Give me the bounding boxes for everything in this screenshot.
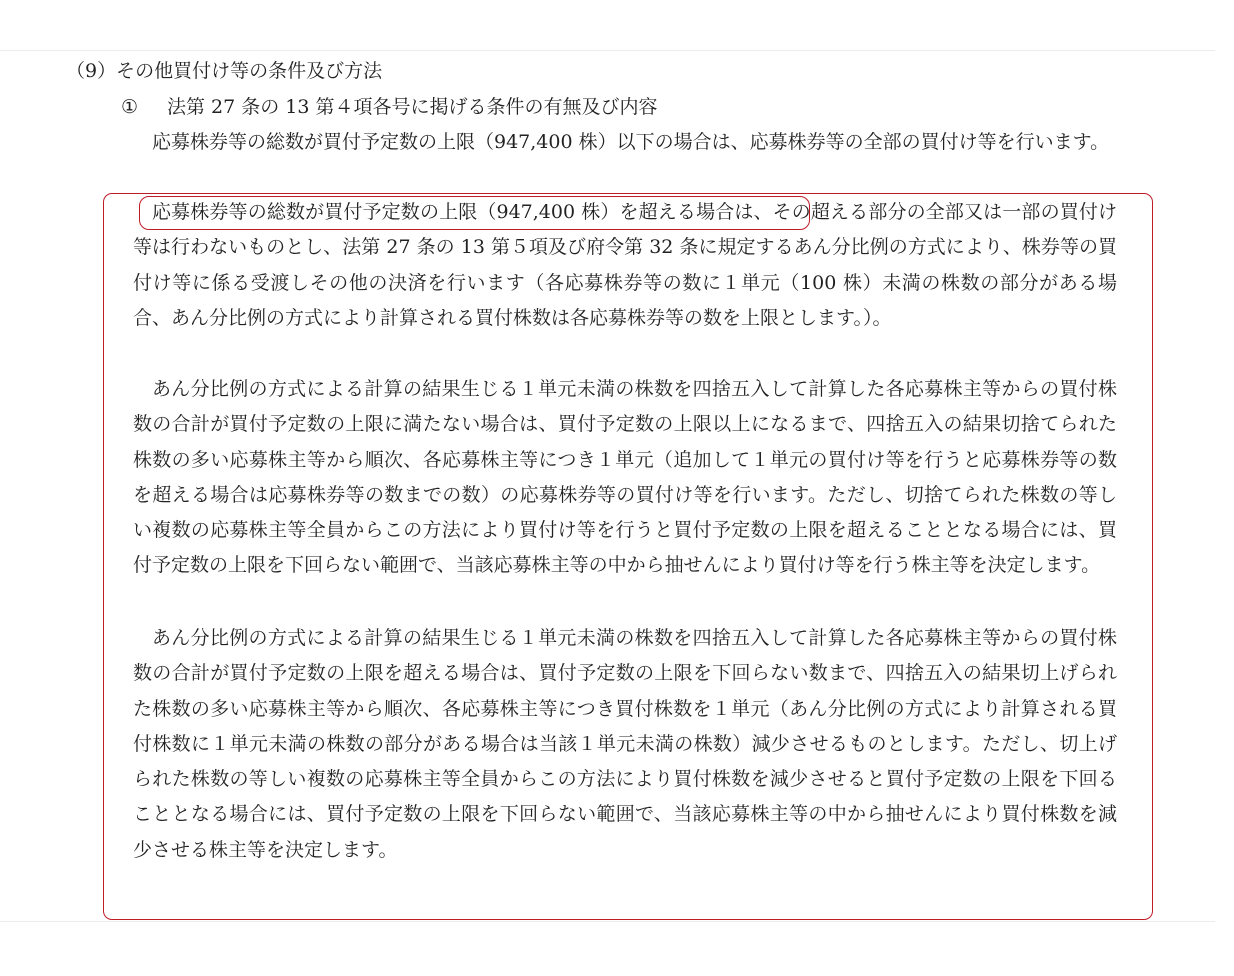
subsection-title: 法第 27 条の 13 第４項各号に掲げる条件の有無及び内容 <box>167 96 658 118</box>
top-divider <box>0 50 1215 51</box>
paragraph-rounding-shortfall: あん分比例の方式による計算の結果生じる１単元未満の株数を四捨五入して計算した各応募株主等からの買付株数の合計が買付予定数の上限に満たない場合は、買付予定数の上限以上になるまで、四捨五入の結果切捨てられた株数の多い応募株主等から順次、各応募株主等につき１単元（追加して１単元の買付け等を行うと応募株券等の数を超える場合は応募株券等の数までの数）の応募株券等の買付け等を行います。ただし、切捨てられた株数の等しい複数の応募株主等全員からこの方法により買付け等を行うと買付予定数の上限を超えることとなる場合には、買付予定数の上限を下回らない範囲で、当該応募株主等の中から抽せんにより買付け等を行う株主等を決定します。 <box>133 378 1117 577</box>
subsection-heading <box>121 93 658 121</box>
section-heading: （9）その他買付け等の条件及び方法 <box>66 60 383 82</box>
highlight-box-annotation <box>103 193 1153 920</box>
paragraph-over-limit: 応募株券等の総数が買付予定数の上限（947,400 株）を超える場合は、その超える部分の全部又は一部の買付け等は行わないものとし、法第 27 条の 13 第５項及び府令第 32 条に規定するあん分比例の方式により、株券等の買付け等に係る受渡しその他の決済を行います（各応募株券等の数に１単元（100 株）未満の株数の部分がある場合、あん分比例の方式により計算される買付株数は各応募株券等の数を上限とします。）。 <box>133 201 1117 329</box>
bottom-divider <box>0 921 1215 922</box>
subsection-number: ① <box>121 96 139 118</box>
paragraph-under-limit: 応募株券等の総数が買付予定数の上限（947,400 株）以下の場合は、応募株券等の全部の買付け等を行います。 <box>152 131 1110 153</box>
phrase-highlight-annotation <box>139 196 810 230</box>
paragraph-rounding-excess: あん分比例の方式による計算の結果生じる１単元未満の株数を四捨五入して計算した各応募株主等からの買付株数の合計が買付予定数の上限を超える場合は、買付予定数の上限を下回らない数まで、四捨五入の結果切上げられた株数の多い応募株主等から順次、各応募株主等につき買付株数を１単元（あん分比例の方式により計算される買付株数に１単元未満の株数の部分がある場合は当該１単元未満の株数）減少させるものとします。ただし、切上げられた株数の等しい複数の応募株主等全員からこの方法により買付株数を減少させると買付予定数の上限を下回ることとなる場合には、買付予定数の上限を下回らない範囲で、当該応募株主等の中から抽せんにより買付株数を減少させる株主等を決定します。 <box>133 627 1117 861</box>
